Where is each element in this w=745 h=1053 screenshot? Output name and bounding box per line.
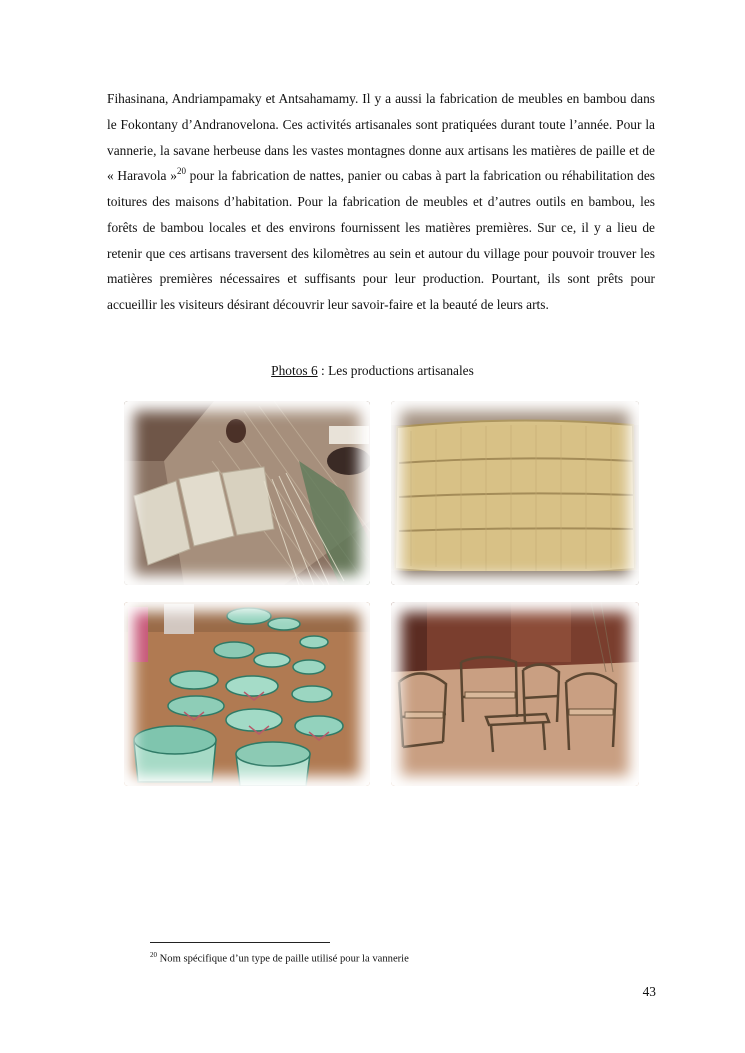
figure-caption-text: : Les productions artisanales bbox=[317, 363, 474, 378]
figure-caption-label: Photos 6 bbox=[271, 363, 318, 378]
footnote-reference[interactable]: 20 bbox=[176, 165, 186, 176]
photo-woven-baskets bbox=[124, 602, 370, 786]
photo-woven-mat bbox=[391, 401, 639, 585]
page-number: 43 bbox=[642, 984, 656, 999]
footnote-text: Nom spécifique d’un type de paille utilisé pour la vannerie bbox=[157, 953, 409, 965]
body-paragraph bbox=[107, 86, 655, 318]
footnote bbox=[150, 947, 409, 968]
figure-caption bbox=[0, 362, 745, 380]
footnote-number: 20 bbox=[150, 951, 157, 959]
footnote-separator bbox=[150, 942, 330, 943]
body-text-part-2: pour la fabrication de nattes, panier ou cabas à part la fabrication ou réhabilitation des toitures des maisons d’habitation. Pour la fabrication de meubles et d’autres outils en bambou, les forêts de bambou locales et des environs fournissent les matières premières. Sur ce, il y a lieu de retenir que ces artisans traversent des kilomètres au sein et autour du village pour pouvoir trouver les matières premières nécessaires et suffisants pour leur production. Pourtant, ils sont prêts pour accueillir les visiteurs désirant découvrir leur savoir-faire et la beauté de leurs arts. bbox=[107, 168, 655, 312]
body-text-part-1: Fihasinana, Andriampamaky et Antsahamamy. Il y a aussi la fabrication de meubles en bambou dans le Fokontany d’Andranovelona. Ces activités artisanales sont pratiquées durant toute l’année. Pour la vannerie, la savane herbeuse dans les vastes montagnes donne aux artisans les matières de paille et de « Haravola » bbox=[107, 91, 655, 184]
photo-straw-weaving bbox=[124, 401, 370, 585]
photo-bamboo-furniture bbox=[391, 602, 639, 786]
